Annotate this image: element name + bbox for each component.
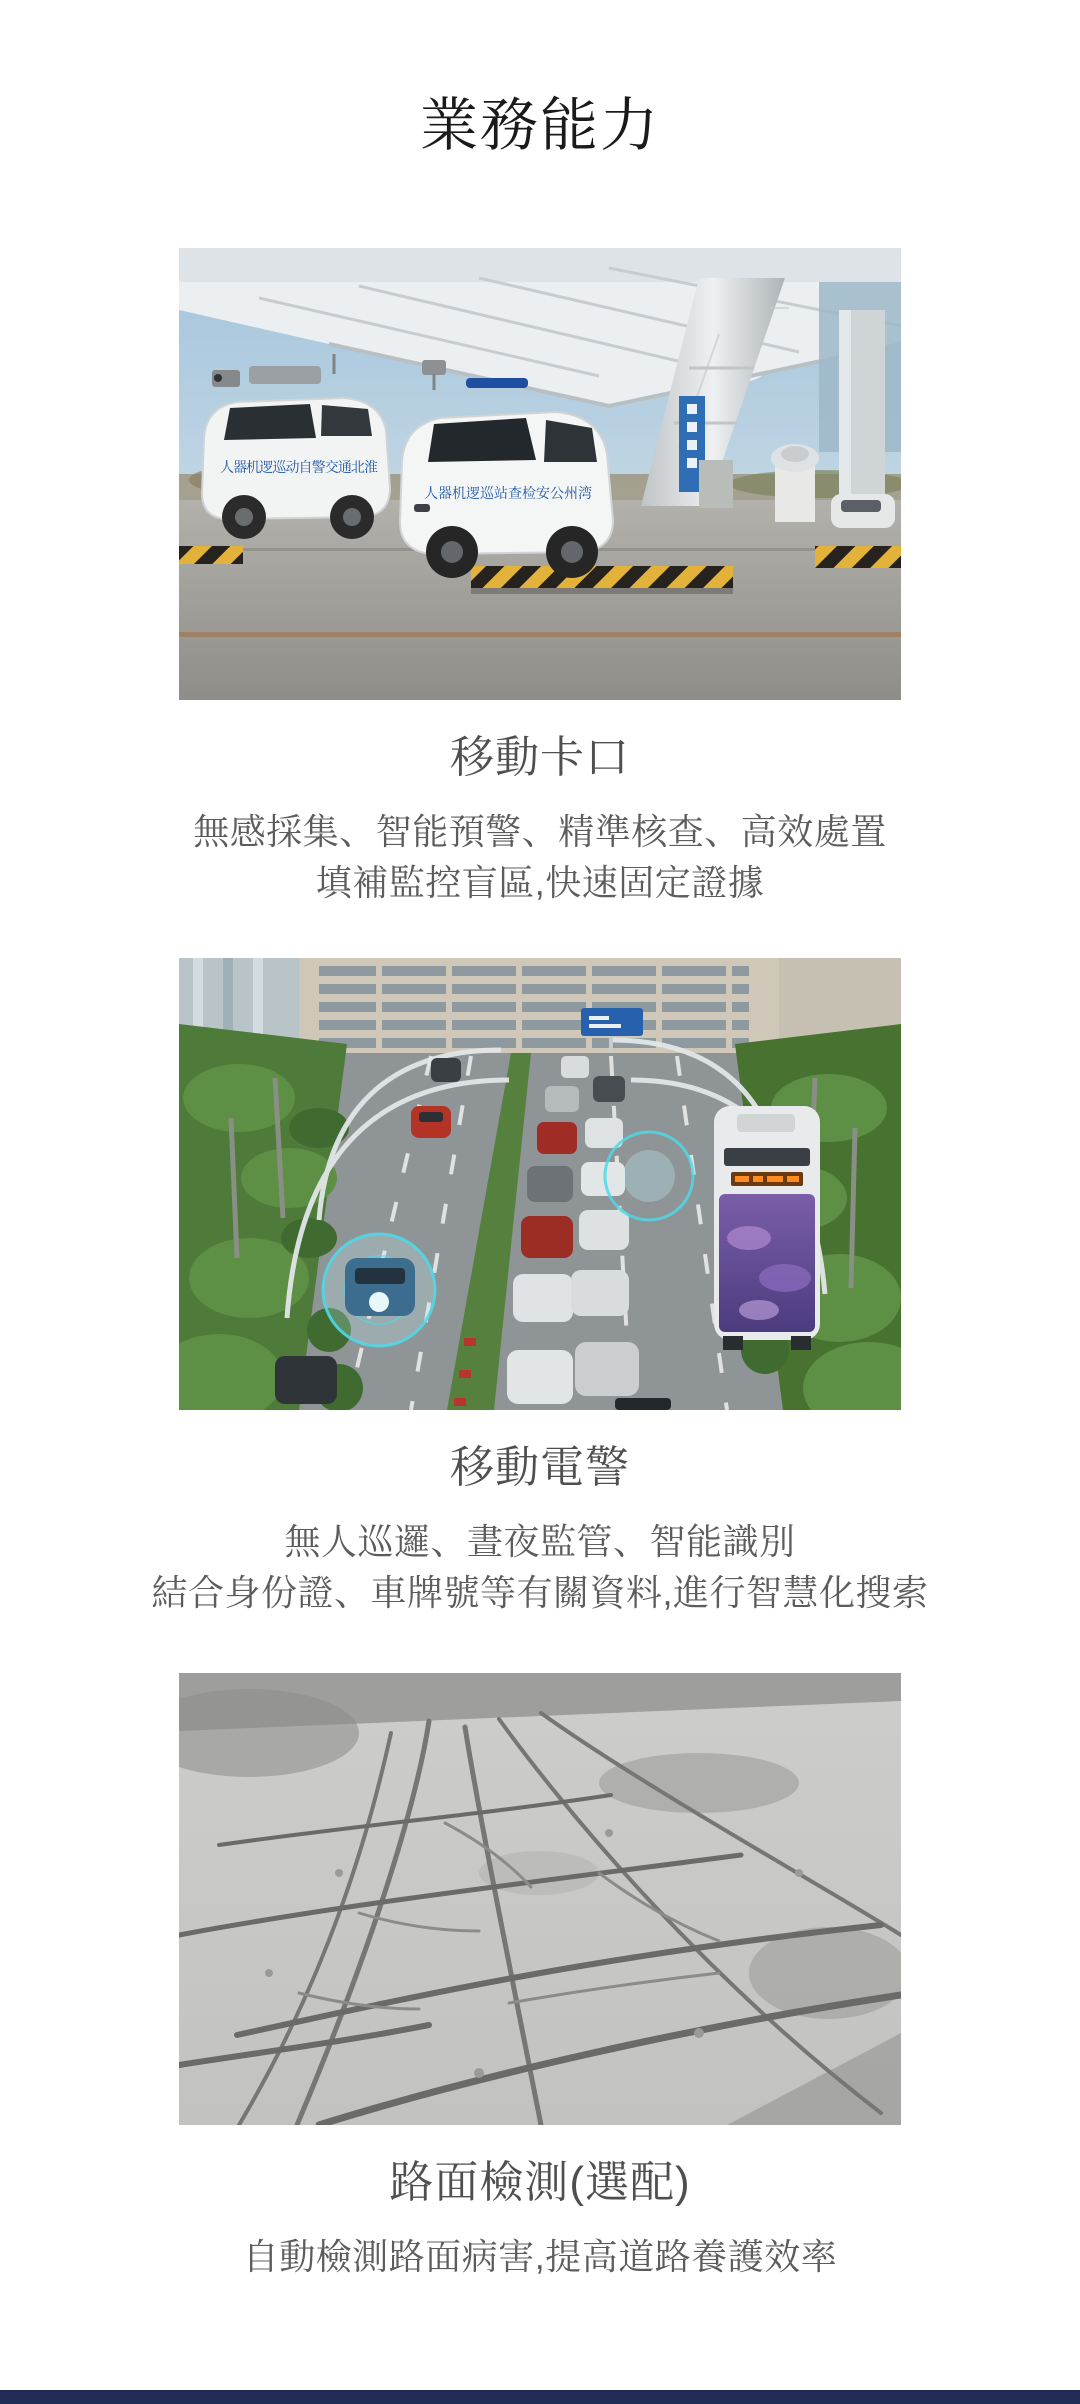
background-car [831,494,895,528]
section-mobile-epolice [0,958,1080,1618]
section-title-mobile-checkpoint: 移動卡口 [450,733,630,782]
section-mobile-checkpoint [0,248,1080,908]
patrol-car-right-text: 人器机逻巡站查检安公州湾 [424,485,592,501]
desc-line: 結合身份證、車牌號等有關資料,進行智慧化搜索 [151,1572,929,1613]
desc-line: 填補監控盲區,快速固定證據 [315,862,765,903]
section-road-detection [0,1673,1080,2282]
section-desc-mobile-checkpoint [50,806,1030,908]
section-title-mobile-epolice: 移動電警 [450,1443,630,1492]
patrol-car-left-text: 人器机逻巡动自警交通北淮 [220,459,378,475]
footer-bar [0,2390,1080,2404]
scanned-car-left [323,1234,435,1346]
photo-toll-station-patrol-robots [179,248,901,700]
desc-line: 無感採集、智能預警、精準核查、高效處置 [193,811,887,852]
section-title-road-detection: 路面檢測(選配) [389,2158,691,2207]
section-desc-road-detection [50,2231,1030,2282]
page-title: 業務能力 [419,93,660,158]
city-bus [714,1106,820,1350]
photo-cracked-pavement [179,1673,901,2125]
desc-line: 自動檢測路面病害,提高道路養護效率 [242,2236,838,2277]
photo-city-traffic-detection [179,958,901,1410]
desc-line: 無人巡邏、晝夜監管、智能識別 [284,1521,796,1562]
pavement-surface [179,1673,901,2125]
toll-pillar-right [839,310,885,506]
section-desc-mobile-epolice [50,1516,1030,1618]
